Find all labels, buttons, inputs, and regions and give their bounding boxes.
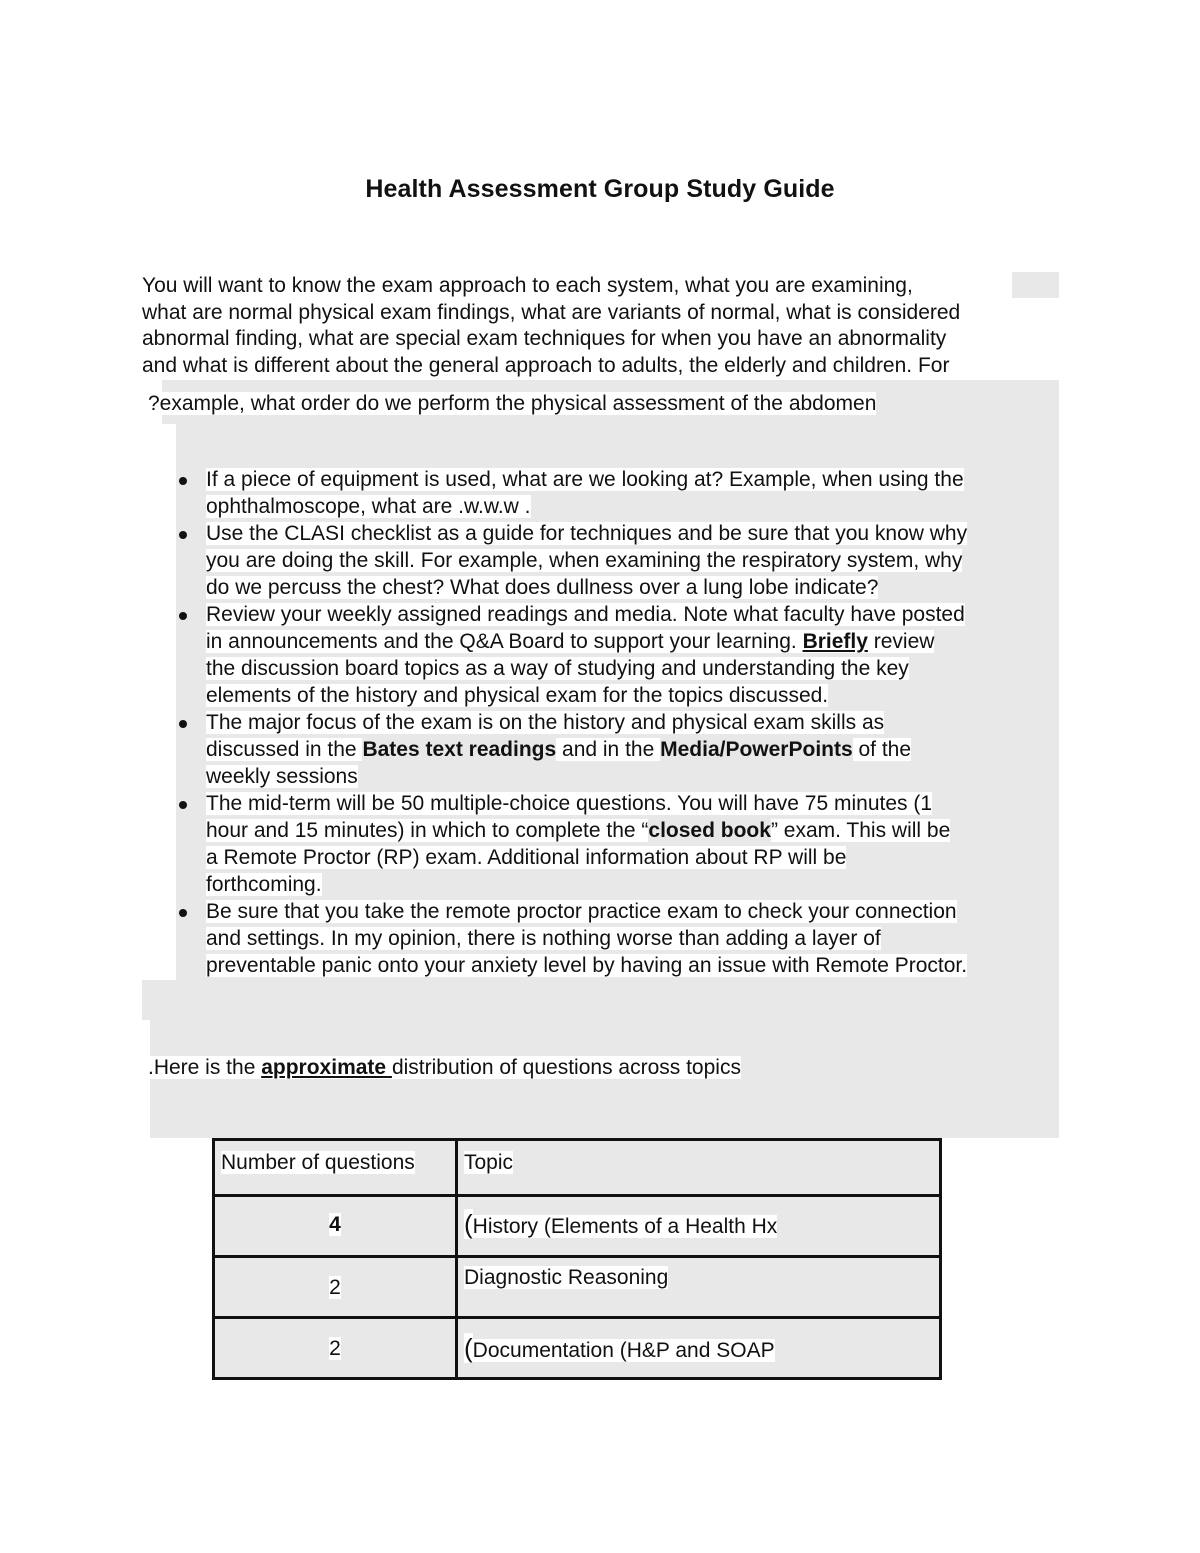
list-item: Be sure that you take the remote proctor practice exam to check your connection and settings. In my opinion, there is nothing worse than adding a layer of preventable panic onto your anxiety level by having an issue with Remote Proctor. <box>176 898 1066 979</box>
table-row: 2 (Documentation (H&P and SOAP <box>214 1318 941 1379</box>
table-row: 2 Diagnostic Reasoning <box>214 1257 941 1318</box>
emphasis-briefly: Briefly <box>802 630 868 653</box>
intro-paragraph <box>142 273 1067 380</box>
emphasis-closed-book: closed book <box>648 819 771 842</box>
table-header-row <box>214 1140 941 1196</box>
intro-line: abnormal finding, what are special exam techniques for when you have an abnormality <box>142 327 947 351</box>
emphasis-bates: Bates text readings <box>362 738 557 761</box>
list-item: Review your weekly assigned readings and media. Note what faculty have posted in announcements and the Q&A Board to support your learning. Briefly review the discussion board topics as a way of studying and understanding the key elements of the history and physical exam for the topics discussed. <box>176 601 1066 709</box>
intro-line: You will want to know the exam approach to each system, what you are examining, <box>142 274 913 297</box>
page-title: Health Assessment Group Study Guide <box>365 175 835 203</box>
example-question: ?example, what order do we perform the physical assessment of the abdomen <box>148 392 877 415</box>
header-number-of-questions: Number of questions <box>221 1151 415 1174</box>
table-row: 4 (History (Elements of a Health Hx <box>214 1196 941 1257</box>
emphasis-approximate: approximate <box>261 1056 392 1079</box>
distribution-intro: .Here is the approximate distribution of questions across topics <box>148 1056 741 1079</box>
emphasis-media: Media/PowerPoints <box>660 738 853 761</box>
list-item: The major focus of the exam is on the history and physical exam skills as discussed in the Bates text readings and in the Media/PowerPoints of the weekly sessions <box>176 709 1066 790</box>
list-item: If a piece of equipment is used, what are we looking at? Example, when using the ophthalmoscope, what are .w.w.w . <box>176 466 1066 520</box>
intro-line: what are normal physical exam findings, what are variants of normal, what is considered <box>142 300 961 324</box>
question-distribution-table <box>212 1138 942 1380</box>
list-item: The mid-term will be 50 multiple-choice questions. You will have 75 minutes (1 hour and 15 minutes) in which to complete the “closed book” exam. This will be a Remote Proctor (RP) exam. Additional information about RP will be forthcoming. <box>176 790 1066 898</box>
intro-line: and what is different about the general approach to adults, the elderly and children. For <box>142 354 950 378</box>
study-bullets <box>176 466 1066 979</box>
highlight-block-4 <box>142 980 1059 1020</box>
list-item: Use the CLASI checklist as a guide for techniques and be sure that you know why you are doing the skill. For example, when examining the respiratory system, why do we percuss the chest? What does dullness over a lung lobe indicate? <box>176 520 1066 601</box>
header-topic: Topic <box>464 1151 514 1174</box>
